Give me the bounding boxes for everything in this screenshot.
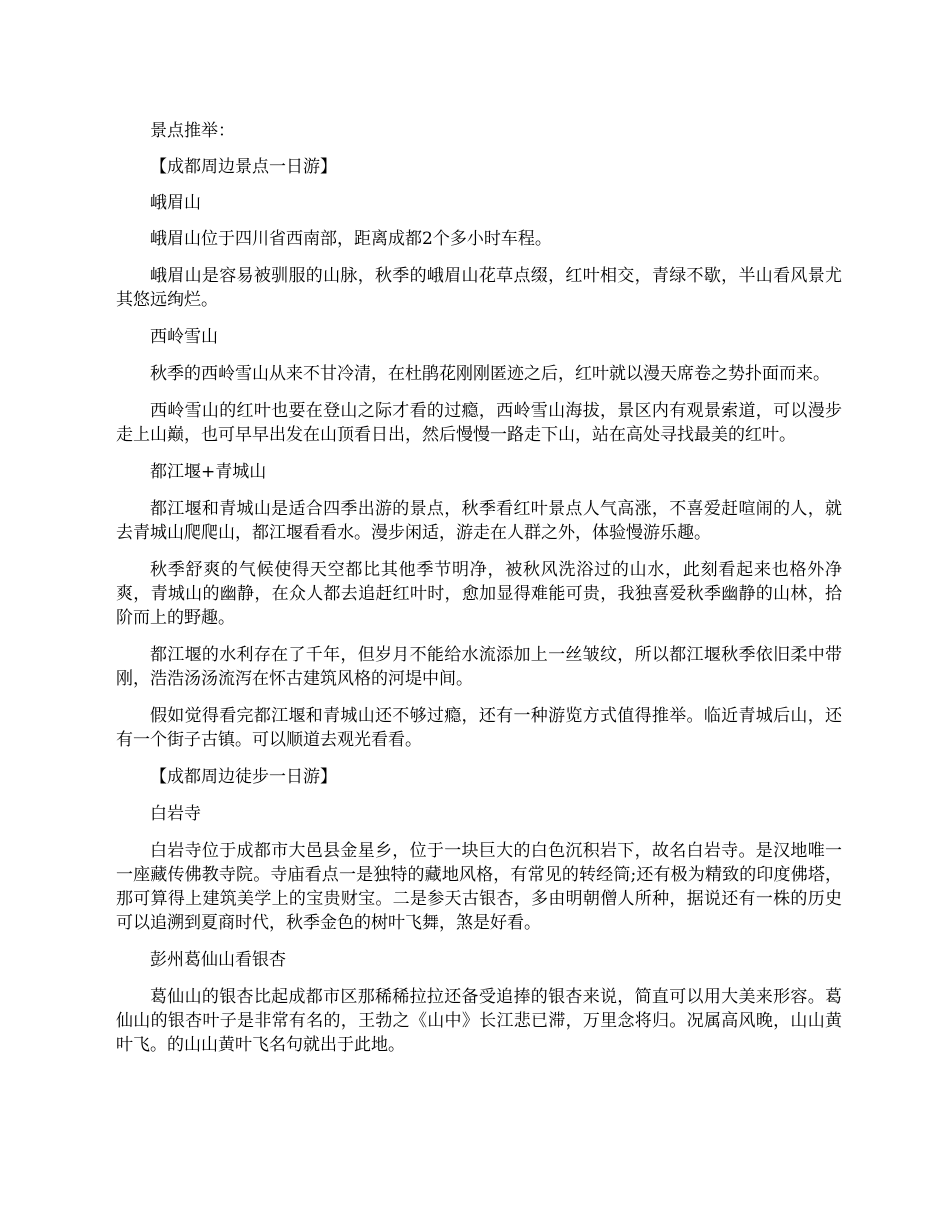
paragraph: 假如觉得看完都江堰和青城山还不够过瘾，还有一种游览方式值得推举。临近青城后山，还有一个街子古镇。可以顺道去观光看看。	[116, 706, 842, 750]
paragraph: 峨眉山是容易被驯服的山脉，秋季的峨眉山花草点缀，红叶相交，青绿不歇，半山看风景尤其悠远绚烂。	[116, 266, 842, 310]
subheading-baiyansi: 白岩寺	[150, 804, 201, 824]
paragraph: 葛仙山的银杏比起成都市区那稀稀拉拉还备受追捧的银杏来说，简直可以用大美来形容。葛仙山的银杏叶子是非常有名的，王勃之《山中》长江悲已滞，万里念将归。况属高风晚，山山黄叶飞。的山山黄叶飞名句就出于此地。	[116, 987, 842, 1055]
subheading-dujiangyan: 都江堰+青城山	[150, 462, 267, 482]
subheading-emeishan: 峨眉山	[150, 193, 201, 213]
subheading-xiling: 西岭雪山	[150, 327, 218, 347]
paragraph: 都江堰和青城山是适合四季出游的景点，秋季看红叶景点人气高涨，不喜爱赶喧闹的人，就去青城山爬爬山，都江堰看看水。漫步闲适，游走在人群之外，体验慢游乐趣。	[116, 499, 842, 543]
section-heading: 【成都周边景点一日游】	[150, 157, 337, 177]
paragraph: 都江堰的水利存在了千年，但岁月不能给水流添加上一丝皱纹，所以都江堰秋季依旧柔中带刚，浩浩汤汤流泻在怀古建筑风格的河堤中间。	[116, 645, 842, 689]
section-heading: 【成都周边徒步一日游】	[150, 767, 337, 787]
document-page	[116, 119, 842, 1057]
paragraph: 秋季的西岭雪山从来不甘冷清，在杜鹃花刚刚匿迹之后，红叶就以漫天席卷之势扑面而来。	[150, 364, 830, 384]
section-intro: 景点推举：	[150, 121, 235, 141]
paragraph: 峨眉山位于四川省西南部，距离成都2个多小时车程。	[150, 229, 552, 249]
paragraph: 西岭雪山的红叶也要在登山之际才看的过瘾，西岭雪山海拔，景区内有观景索道，可以漫步走上山巅，也可早早出发在山顶看日出，然后慢慢一路走下山，站在高处寻找最美的红叶。	[116, 401, 842, 445]
paragraph: 秋季舒爽的气候使得天空都比其他季节明净，被秋风洗浴过的山水，此刻看起来也格外净爽，青城山的幽静，在众人都去追赶红叶时，愈加显得难能可贵，我独喜爱秋季幽静的山林，拾阶而上的野趣。	[116, 560, 842, 628]
paragraph: 白岩寺位于成都市大邑县金星乡，位于一块巨大的白色沉积岩下，故名白岩寺。是汉地唯一一座藏传佛教寺院。寺庙看点一是独特的藏地风格，有常见的转经筒;还有极为精致的印度佛塔，那可算得上建筑美学上的宝贵财宝。二是参天古银杏，多由明朝僧人所种，据说还有一株的历史可以追溯到夏商时代，秋季金色的树叶飞舞，煞是好看。	[116, 841, 842, 933]
subheading-gexianshan: 彭州葛仙山看银杏	[150, 950, 286, 970]
